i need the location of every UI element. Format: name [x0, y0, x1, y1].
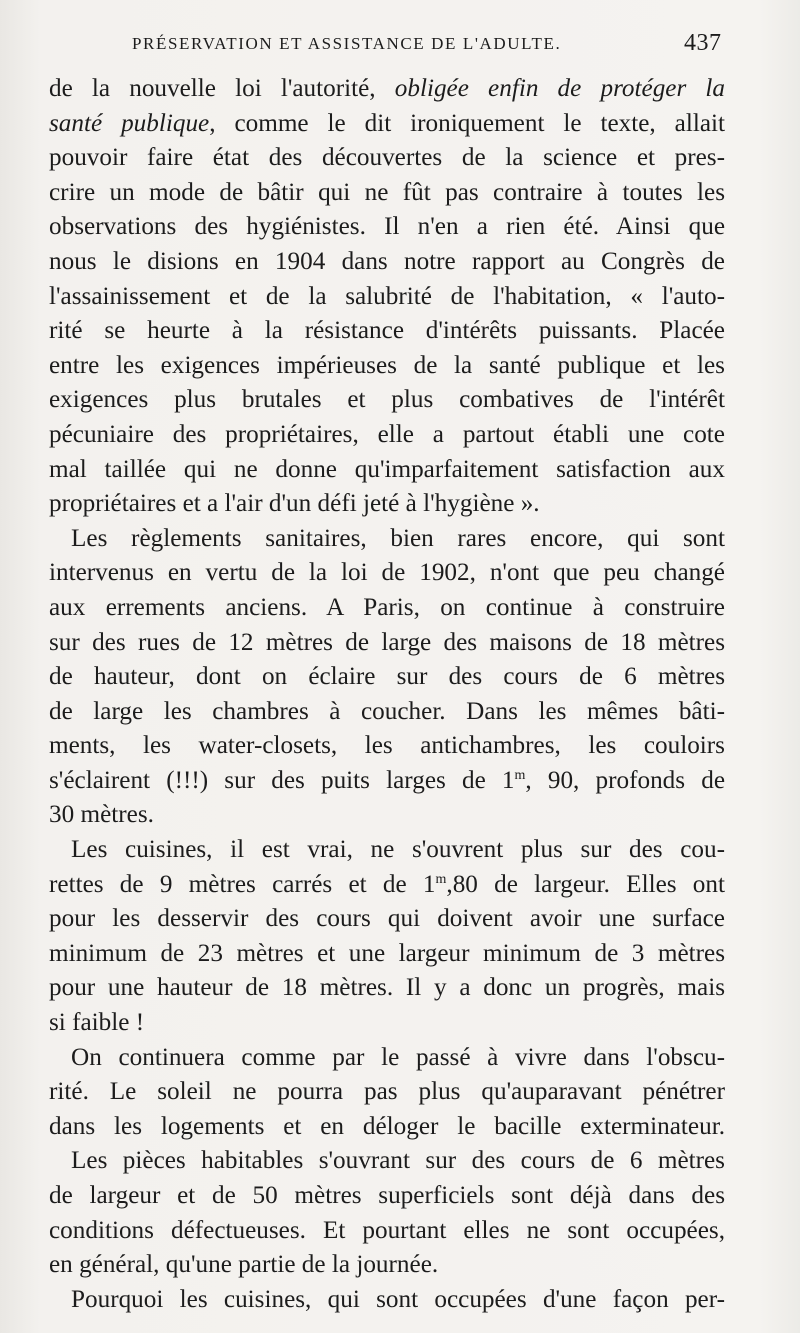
text-line: intervenus en vertu de la loi de 1902, n'ont que peu changé: [49, 559, 725, 587]
text-line: observations des hygiénistes. Il n'en a rien été. Ainsi que: [49, 213, 725, 241]
paragraph-3: [49, 833, 725, 1041]
text-line: s'éclairent (!!!) sur des puits larges de 1$^m$, 90, profonds de: [49, 766, 725, 794]
text-line: si faible !: [49, 1009, 145, 1037]
text-line: rité se heurte à la résistance d'intérêts puissants. Placée: [49, 317, 725, 345]
text-line: Les règlements sanitaires, bien rares encore, qui sont: [71, 524, 725, 552]
page-number: 437: [684, 30, 722, 56]
text-line: rettes de 9 mètres carrés et de 1$^m$,80 de largeur. Elles ont: [49, 870, 725, 898]
text-line: sur des rues de 12 mètres de large des maisons de 18 mètres: [49, 628, 725, 656]
text-line: ments, les water-closets, les antichambres, les couloirs: [49, 732, 725, 760]
text-line: exigences plus brutales et plus combatives de l'intérêt: [49, 386, 725, 414]
text-line: santé publique, comme le dit ironiquement le texte, allait: [49, 109, 726, 137]
text-line: mal taillée qui ne donne qu'imparfaitement satisfaction aux: [49, 455, 725, 483]
text-line: On continuera comme par le passé à vivre dans l'obscu-: [71, 1043, 725, 1071]
text-line: pécuniaire des propriétaires, elle a partout établi une cote: [49, 420, 725, 448]
text-line: en général, qu'une partie de la journée.: [49, 1251, 439, 1279]
text-line: conditions défectueuses. Et pourtant elles ne sont occupées,: [49, 1216, 725, 1244]
italic-emphasis: santé publique: [49, 109, 210, 137]
paragraph-5: [49, 1144, 725, 1282]
text-line: rité. Le soleil ne pourra pas plus qu'auparavant pénétrer: [49, 1078, 725, 1106]
text-line: aux errements anciens. A Paris, on continue à construire: [49, 593, 725, 621]
body-text: [49, 72, 725, 1317]
text-line: nous le disions en 1904 dans notre rapport au Congrès de: [49, 247, 725, 275]
page-header: [132, 30, 732, 60]
text-line: Les pièces habitables s'ouvrant sur des cours de 6 mètres: [71, 1147, 725, 1175]
superscript: m: [514, 767, 526, 783]
text-line: de hauteur, dont on éclaire sur des cours de 6 mètres: [49, 663, 725, 691]
paragraph-6: [49, 1283, 725, 1318]
running-head: PRÉSERVATION ET ASSISTANCE DE L'ADULTE.: [132, 34, 562, 53]
text-line: crire un mode de bâtir qui ne fût pas contraire à toutes les: [49, 178, 725, 206]
text-line: 30 mètres.: [49, 801, 154, 829]
superscript: m: [435, 871, 447, 887]
text-line: de largeur et de 50 mètres superficiels sont déjà dans des: [49, 1182, 725, 1209]
paragraph-4: [49, 1041, 725, 1145]
text-line: pour une hauteur de 18 mètres. Il y a donc un progrès, mais: [49, 974, 725, 1002]
text-line: pour les desservir des cours qui doivent avoir une surface: [49, 905, 725, 933]
text-line: Pourquoi les cuisines, qui sont occupées d'une façon per-: [71, 1285, 725, 1313]
text-line: dans les logements et en déloger le bacille exterminateur.: [49, 1112, 725, 1140]
text-line: minimum de 23 mètres et une largeur minimum de 3 mètres: [49, 939, 725, 967]
text-line: de large les chambres à coucher. Dans les mêmes bâti-: [49, 697, 725, 725]
text-line: de la nouvelle loi l'autorité, obligée enfin de protéger la: [49, 75, 726, 102]
paragraph-1: [49, 72, 725, 522]
italic-emphasis: obligée enfin de protéger la: [394, 75, 726, 102]
text-line: propriétaires et a l'air d'un défi jeté à l'hygiène ».: [49, 490, 540, 518]
text-line: pouvoir faire état des découvertes de la science et pres-: [49, 144, 725, 172]
text-line: entre les exigences impérieuses de la santé publique et les: [49, 351, 725, 379]
paragraph-2: [49, 522, 725, 833]
text-line: Les cuisines, il est vrai, ne s'ouvrent plus sur des cou-: [71, 836, 725, 864]
text-line: l'assainissement et de la salubrité de l'habitation, « l'auto-: [49, 282, 725, 310]
